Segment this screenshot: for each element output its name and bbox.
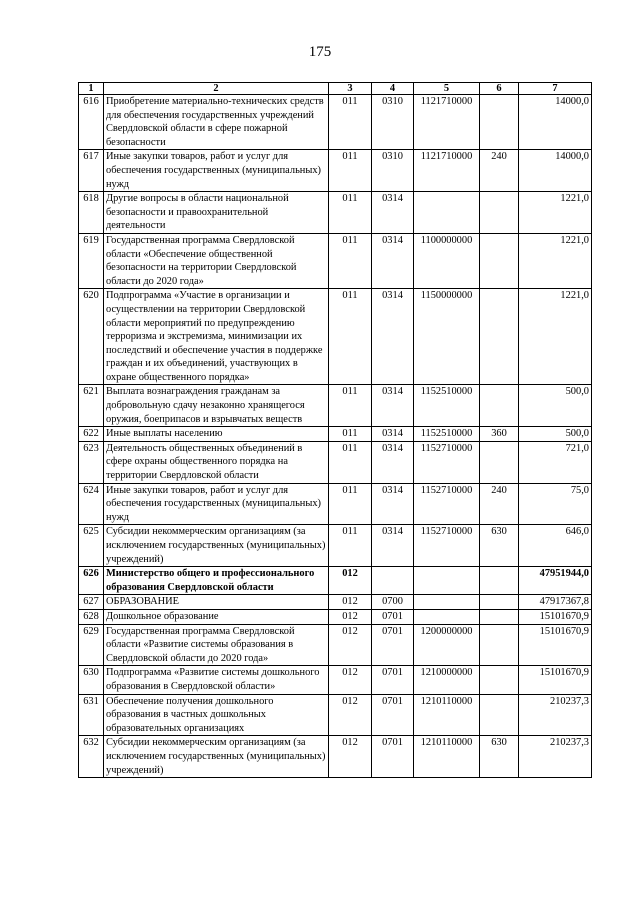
row-name-cell: Министерство общего и профессионального образования Свердловской области (104, 567, 329, 595)
row-target-code-cell (414, 595, 480, 610)
row-expense-type-cell: 630 (480, 736, 519, 778)
row-name-cell: Выплата вознаграждения гражданам за добровольную сдачу незаконно хранящегося оружия, боеприпасов и взрывчатых веществ (104, 385, 329, 427)
row-expense-type-cell (480, 567, 519, 595)
row-expense-type-cell (480, 233, 519, 288)
row-section-code-cell: 0314 (372, 525, 414, 567)
row-number-cell: 616 (79, 95, 104, 150)
row-section-code-cell: 0314 (372, 289, 414, 385)
row-number-cell: 625 (79, 525, 104, 567)
table-row (79, 609, 592, 624)
row-amount-cell: 1221,0 (519, 233, 592, 288)
row-amount-cell: 1221,0 (519, 289, 592, 385)
row-number-cell: 617 (79, 150, 104, 192)
row-target-code-cell: 1210110000 (414, 736, 480, 778)
row-section-code-cell (372, 567, 414, 595)
row-section-code-cell: 0701 (372, 736, 414, 778)
table-row (79, 736, 592, 778)
row-amount-cell: 47951944,0 (519, 567, 592, 595)
row-number-cell: 629 (79, 624, 104, 666)
row-expense-type-cell (480, 192, 519, 234)
row-ministry-code-cell: 012 (329, 609, 372, 624)
row-expense-type-cell (480, 441, 519, 483)
row-expense-type-cell: 360 (480, 427, 519, 442)
table-row (79, 624, 592, 666)
table-row (79, 666, 592, 694)
row-ministry-code-cell: 011 (329, 289, 372, 385)
row-target-code-cell: 1210110000 (414, 694, 480, 736)
row-section-code-cell: 0314 (372, 385, 414, 427)
table-row (79, 233, 592, 288)
row-name-cell: Подпрограмма «Участие в организации и осуществлении на территории Свердловской области мероприятий по предупреждению терроризма и экстремизма, минимизации их последствий и обеспечение участия в поддержке граждан и их объединений, участвующих в охране общественного порядка» (104, 289, 329, 385)
row-ministry-code-cell: 012 (329, 694, 372, 736)
row-target-code-cell: 1150000000 (414, 289, 480, 385)
row-name-cell: Субсидии некоммерческим организациям (за исключением государственных (муниципальных) учреждений) (104, 736, 329, 778)
header-col-3: 3 (329, 83, 372, 95)
row-name-cell: ОБРАЗОВАНИЕ (104, 595, 329, 610)
row-ministry-code-cell: 012 (329, 567, 372, 595)
row-amount-cell: 15101670,9 (519, 624, 592, 666)
row-section-code-cell: 0314 (372, 192, 414, 234)
row-number-cell: 621 (79, 385, 104, 427)
table-row (79, 595, 592, 610)
row-section-code-cell: 0314 (372, 427, 414, 442)
row-name-cell: Приобретение материально-технических средств для обеспечения государственных учреждений Свердловской области в сфере пожарной безопасности (104, 95, 329, 150)
row-expense-type-cell (480, 624, 519, 666)
row-amount-cell: 14000,0 (519, 150, 592, 192)
table-row (79, 385, 592, 427)
header-col-6: 6 (480, 83, 519, 95)
table-row (79, 427, 592, 442)
row-target-code-cell (414, 567, 480, 595)
row-name-cell: Дошкольное образование (104, 609, 329, 624)
table-row (79, 150, 592, 192)
table-row (79, 192, 592, 234)
table-row (79, 525, 592, 567)
row-amount-cell: 646,0 (519, 525, 592, 567)
table-row (79, 567, 592, 595)
row-section-code-cell: 0701 (372, 666, 414, 694)
row-ministry-code-cell: 011 (329, 385, 372, 427)
row-target-code-cell: 1121710000 (414, 95, 480, 150)
row-name-cell: Подпрограмма «Развитие системы дошкольного образования в Свердловской области» (104, 666, 329, 694)
row-ministry-code-cell: 012 (329, 595, 372, 610)
header-col-2: 2 (104, 83, 329, 95)
row-target-code-cell (414, 192, 480, 234)
row-target-code-cell: 1152510000 (414, 385, 480, 427)
row-ministry-code-cell: 011 (329, 441, 372, 483)
table-body (79, 95, 592, 778)
table-row (79, 694, 592, 736)
row-target-code-cell: 1200000000 (414, 624, 480, 666)
row-ministry-code-cell: 011 (329, 233, 372, 288)
row-target-code-cell: 1100000000 (414, 233, 480, 288)
table-row (79, 289, 592, 385)
row-amount-cell: 210237,3 (519, 694, 592, 736)
row-amount-cell: 721,0 (519, 441, 592, 483)
table-row (79, 95, 592, 150)
row-ministry-code-cell: 011 (329, 150, 372, 192)
header-col-1: 1 (79, 83, 104, 95)
row-ministry-code-cell: 011 (329, 95, 372, 150)
row-expense-type-cell (480, 609, 519, 624)
row-amount-cell: 210237,3 (519, 736, 592, 778)
row-section-code-cell: 0310 (372, 150, 414, 192)
row-number-cell: 632 (79, 736, 104, 778)
row-amount-cell: 1221,0 (519, 192, 592, 234)
header-col-4: 4 (372, 83, 414, 95)
row-expense-type-cell (480, 694, 519, 736)
row-number-cell: 620 (79, 289, 104, 385)
row-name-cell: Иные закупки товаров, работ и услуг для обеспечения государственных (муниципальных) нужд (104, 150, 329, 192)
row-ministry-code-cell: 011 (329, 483, 372, 525)
table-row (79, 441, 592, 483)
page-number: 175 (308, 44, 332, 60)
row-number-cell: 630 (79, 666, 104, 694)
header-col-5: 5 (414, 83, 480, 95)
row-amount-cell: 500,0 (519, 427, 592, 442)
row-ministry-code-cell: 012 (329, 666, 372, 694)
table-row (79, 483, 592, 525)
row-expense-type-cell: 240 (480, 483, 519, 525)
header-col-7: 7 (519, 83, 592, 95)
row-ministry-code-cell: 011 (329, 427, 372, 442)
row-name-cell: Обеспечение получения дошкольного образования в частных дошкольных образовательных организациях (104, 694, 329, 736)
row-name-cell: Деятельность общественных объединений в сфере охраны общественного порядка на территории Свердловской области (104, 441, 329, 483)
row-section-code-cell: 0314 (372, 441, 414, 483)
row-amount-cell: 75,0 (519, 483, 592, 525)
row-number-cell: 618 (79, 192, 104, 234)
row-name-cell: Государственная программа Свердловской области «Развитие системы образования в Свердловской области до 2020 года» (104, 624, 329, 666)
row-name-cell: Субсидии некоммерческим организациям (за исключением государственных (муниципальных) учреждений) (104, 525, 329, 567)
row-target-code-cell: 1152710000 (414, 525, 480, 567)
row-number-cell: 627 (79, 595, 104, 610)
row-ministry-code-cell: 012 (329, 736, 372, 778)
row-target-code-cell (414, 609, 480, 624)
row-amount-cell: 15101670,9 (519, 666, 592, 694)
row-section-code-cell: 0701 (372, 694, 414, 736)
row-amount-cell: 15101670,9 (519, 609, 592, 624)
row-expense-type-cell (480, 289, 519, 385)
row-number-cell: 626 (79, 567, 104, 595)
row-expense-type-cell: 240 (480, 150, 519, 192)
row-target-code-cell: 1152510000 (414, 427, 480, 442)
row-section-code-cell: 0310 (372, 95, 414, 150)
row-number-cell: 623 (79, 441, 104, 483)
row-target-code-cell: 1152710000 (414, 441, 480, 483)
row-expense-type-cell (480, 95, 519, 150)
row-name-cell: Другие вопросы в области национальной безопасности и правоохранительной деятельности (104, 192, 329, 234)
row-number-cell: 631 (79, 694, 104, 736)
row-section-code-cell: 0700 (372, 595, 414, 610)
row-number-cell: 619 (79, 233, 104, 288)
table-header-row (79, 83, 592, 95)
row-section-code-cell: 0314 (372, 233, 414, 288)
row-number-cell: 622 (79, 427, 104, 442)
row-ministry-code-cell: 011 (329, 192, 372, 234)
row-amount-cell: 14000,0 (519, 95, 592, 150)
row-amount-cell: 500,0 (519, 385, 592, 427)
row-target-code-cell: 1121710000 (414, 150, 480, 192)
row-section-code-cell: 0701 (372, 624, 414, 666)
row-ministry-code-cell: 011 (329, 525, 372, 567)
row-amount-cell: 47917367,8 (519, 595, 592, 610)
row-section-code-cell: 0701 (372, 609, 414, 624)
row-name-cell: Иные выплаты населению (104, 427, 329, 442)
row-expense-type-cell: 630 (480, 525, 519, 567)
row-name-cell: Государственная программа Свердловской области «Обеспечение общественной безопасности на территории Свердловской области до 2020 года» (104, 233, 329, 288)
row-number-cell: 624 (79, 483, 104, 525)
row-expense-type-cell (480, 666, 519, 694)
row-number-cell: 628 (79, 609, 104, 624)
row-expense-type-cell (480, 385, 519, 427)
budget-table (78, 82, 592, 778)
row-expense-type-cell (480, 595, 519, 610)
row-ministry-code-cell: 012 (329, 624, 372, 666)
row-section-code-cell: 0314 (372, 483, 414, 525)
row-name-cell: Иные закупки товаров, работ и услуг для обеспечения государственных (муниципальных) нужд (104, 483, 329, 525)
row-target-code-cell: 1210000000 (414, 666, 480, 694)
row-target-code-cell: 1152710000 (414, 483, 480, 525)
